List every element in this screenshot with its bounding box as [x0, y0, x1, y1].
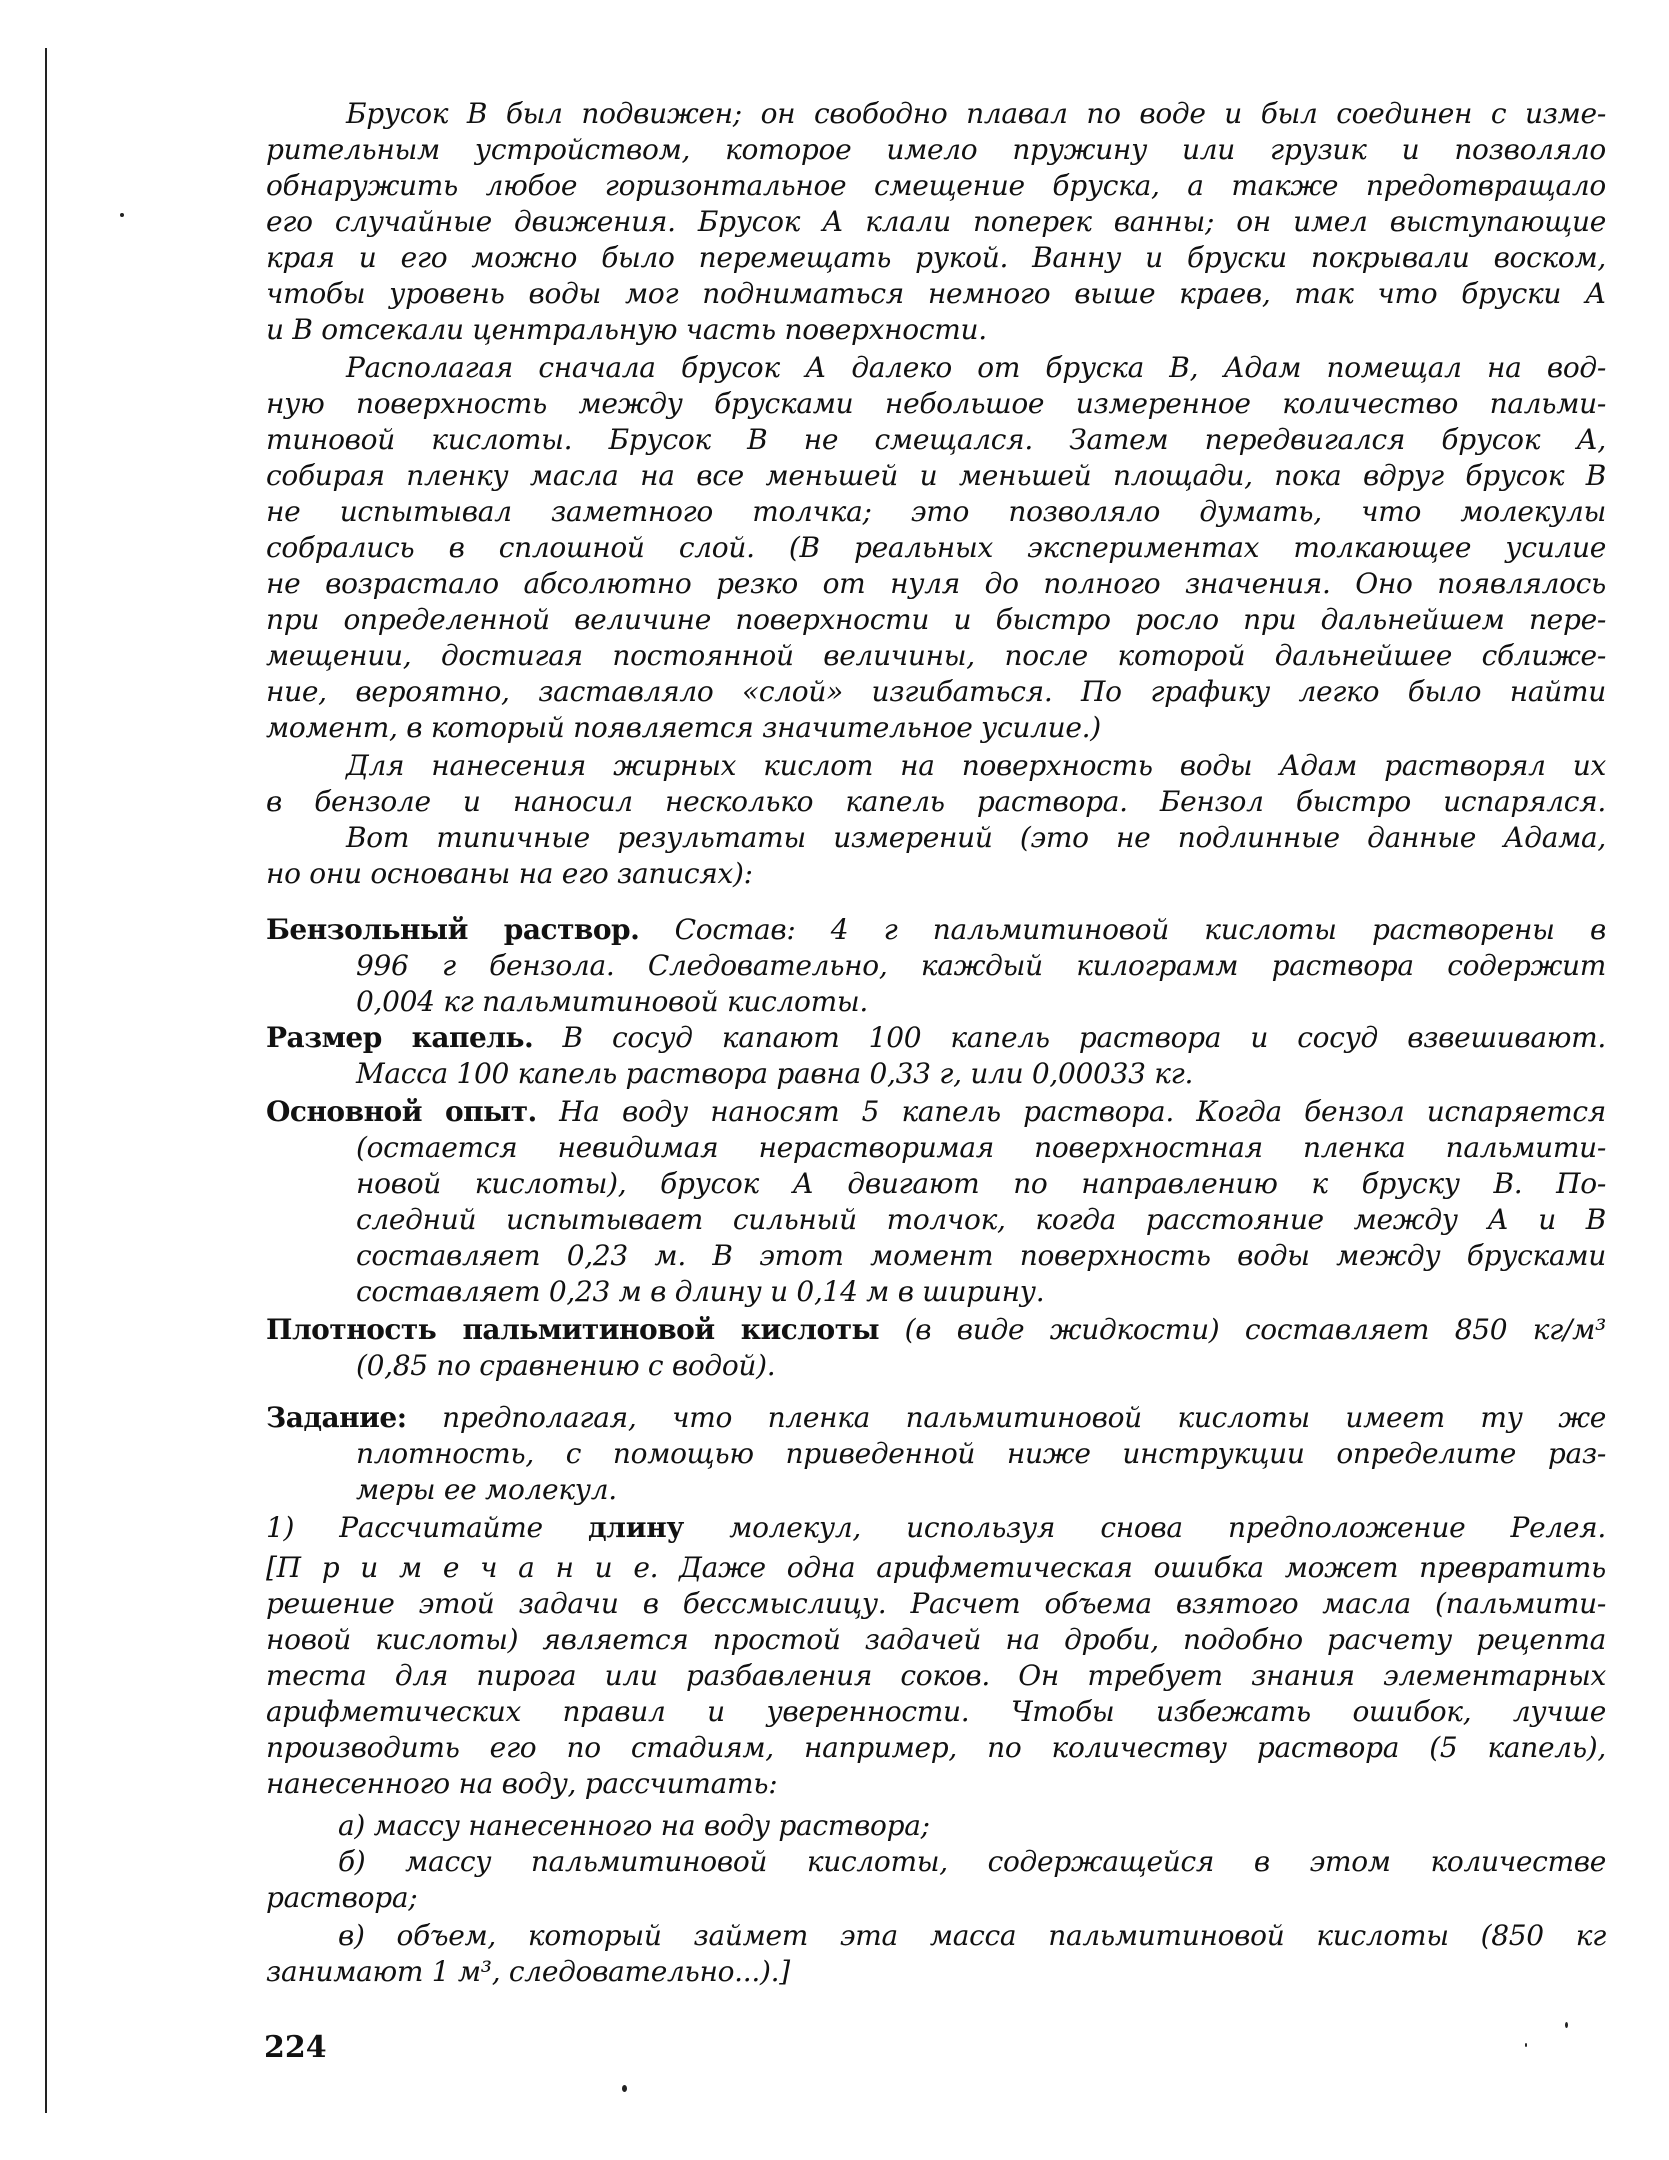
text-line: решение этой задачи в бессмыслицу. Расчет объема взятого масла (пальмити- [266, 1587, 1606, 1620]
text-line: рительным устройством, которое имело пружину или грузик и позволяло [266, 133, 1606, 166]
data-item-benzene-solution [266, 912, 1606, 948]
text-line: собирая пленку масла на все меньшей и меньшей площади, пока вдруг брусок В [266, 459, 1606, 492]
text-line: но они основаны на его записях): [266, 857, 753, 890]
note-text: Даже одна арифметическая ошибка может превратить [679, 1551, 1606, 1584]
text-line: новой кислоты) является простой задачей на дроби, подобно расчету рецепта [266, 1623, 1606, 1656]
task-text: предполагая, что пленка пальмитиновой кислоты имеет ту же [442, 1401, 1606, 1434]
text-line: мещении, достигая постоянной величины, после которой дальнейшее сближе- [266, 639, 1606, 672]
text-line: составляет 0,23 м в длину и 0,14 м в ширину. [356, 1275, 1045, 1308]
text-line: при определенной величине поверхности и быстро росло при дальнейшем пере- [266, 603, 1606, 636]
data-item-drop-size [266, 1020, 1606, 1056]
data-item-text: Состав: 4 г пальмитиновой кислоты растворены в [674, 913, 1606, 946]
text-line: плотность, с помощью приведенной ниже инструкции определите раз- [356, 1437, 1606, 1470]
text-line: следний испытывает сильный толчок, когда расстояние между А и В [356, 1203, 1606, 1236]
text-line: новой кислоты), брусок А двигают по направлению к бруску В. По- [356, 1167, 1606, 1200]
page-number: 224 [264, 2030, 327, 2065]
step-1 [266, 1510, 1606, 1546]
text-line: чтобы уровень воды мог подниматься немного выше краев, так что бруски А [266, 277, 1606, 310]
text-line: теста для пирога или разбавления соков. Он требует знания элементарных [266, 1659, 1606, 1692]
text-line: нанесенного на воду, рассчитать: [266, 1767, 778, 1800]
text-line: не испытывал заметного толчка; это позволяло думать, что молекулы [266, 495, 1606, 528]
step-1-rest: молекул, используя снова предположение Релея. [729, 1511, 1606, 1544]
data-item-text: В сосуд капают 100 капель раствора и сосуд взвешивают. [562, 1021, 1606, 1054]
text-line: и В отсекали центральную часть поверхности. [266, 313, 987, 346]
text-line: Для нанесения жирных кислот на поверхность воды Адам растворял их [346, 749, 1606, 782]
text-line: ную поверхность между брусками небольшое измеренное количество пальми- [266, 387, 1606, 420]
text-line: 996 г бензола. Следовательно, каждый килограмм раствора содержит [356, 949, 1606, 982]
scan-speck [622, 2085, 627, 2092]
step-1-prefix: 1) Рассчитайте [266, 1511, 543, 1544]
text-line: края и его можно было перемещать рукой. Ванну и бруски покрывали воском, [266, 241, 1606, 274]
text-line: собрались в сплошной слой. (В реальных экспериментах толкающее усилие [266, 531, 1606, 564]
text-line: в бензоле и наносил несколько капель раствора. Бензол быстро испарялся. [266, 785, 1606, 818]
data-item-label: Плотность пальмитиновой кислоты [266, 1313, 880, 1346]
data-item-density [266, 1312, 1606, 1348]
text-line: производить его по стадиям, например, по количеству раствора (5 капель), [266, 1731, 1606, 1764]
data-item-label: Размер капель. [266, 1021, 534, 1054]
note-sub-item-b: б) массу пальмитиновой кислоты, содержащейся в этом количестве [338, 1845, 1606, 1878]
task-heading [266, 1400, 1606, 1436]
text-line: составляет 0,23 м. В этот момент поверхность воды между брусками [356, 1239, 1606, 1272]
text-line: момент, в который появляется значительное усилие.) [266, 711, 1101, 744]
text-line: (0,85 по сравнению с водой). [356, 1349, 776, 1382]
note-heading [266, 1550, 1606, 1586]
scan-speck [1565, 2022, 1568, 2028]
text-line: Вот типичные результаты измерений (это не подлинные данные Адама, [346, 821, 1606, 854]
note-sub-item-c: в) объем, который займет эта масса пальмитиновой кислоты (850 кг [338, 1919, 1606, 1952]
text-line: Располагая сначала брусок А далеко от бруска В, Адам помещал на вод- [346, 351, 1606, 384]
data-item-text: (в виде жидкости) составляет 850 кг/м³ [904, 1313, 1606, 1346]
text-line: обнаружить любое горизонтальное смещение бруска, а также предотвращало [266, 169, 1606, 202]
text-line: 0,004 кг пальмитиновой кислоты. [356, 985, 868, 1018]
text-line: раствора; [266, 1881, 418, 1914]
note-sub-item-a: а) массу нанесенного на воду раствора; [338, 1809, 930, 1842]
data-item-label: Основной опыт. [266, 1095, 537, 1128]
text-line: тиновой кислоты. Брусок В не смещался. Затем передвигался брусок А, [266, 423, 1606, 456]
text-line: (остается невидимая нерастворимая поверхностная пленка пальмити- [356, 1131, 1606, 1164]
text-line: меры ее молекул. [356, 1473, 617, 1506]
data-item-label: Бензольный раствор. [266, 913, 640, 946]
step-1-emphasis: длину [587, 1511, 685, 1544]
data-item-main-experiment [266, 1094, 1606, 1130]
note-label: [П р и м е ч а н и е. [266, 1551, 659, 1584]
task-label: Задание: [266, 1401, 407, 1434]
text-line: ние, вероятно, заставляло «слой» изгибаться. По графику легко было найти [266, 675, 1606, 708]
scan-margin-line [45, 48, 47, 2113]
text-line: занимают 1 м³, следовательно...).] [266, 1955, 790, 1988]
scan-speck [1525, 2043, 1527, 2047]
data-item-text: На воду наносят 5 капель раствора. Когда бензол испаряется [559, 1095, 1606, 1128]
text-line: его случайные движения. Брусок А клали поперек ванны; он имел выступающие [266, 205, 1606, 238]
text-line: Брусок В был подвижен; он свободно плавал по воде и был соединен с изме- [346, 97, 1606, 130]
text-line: не возрастало абсолютно резко от нуля до полного значения. Оно появлялось [266, 567, 1606, 600]
text-line: арифметических правил и уверенности. Чтобы избежать ошибок, лучше [266, 1695, 1606, 1728]
text-line: Масса 100 капель раствора равна 0,33 г, или 0,00033 кг. [356, 1057, 1194, 1090]
scan-speck [120, 213, 124, 217]
